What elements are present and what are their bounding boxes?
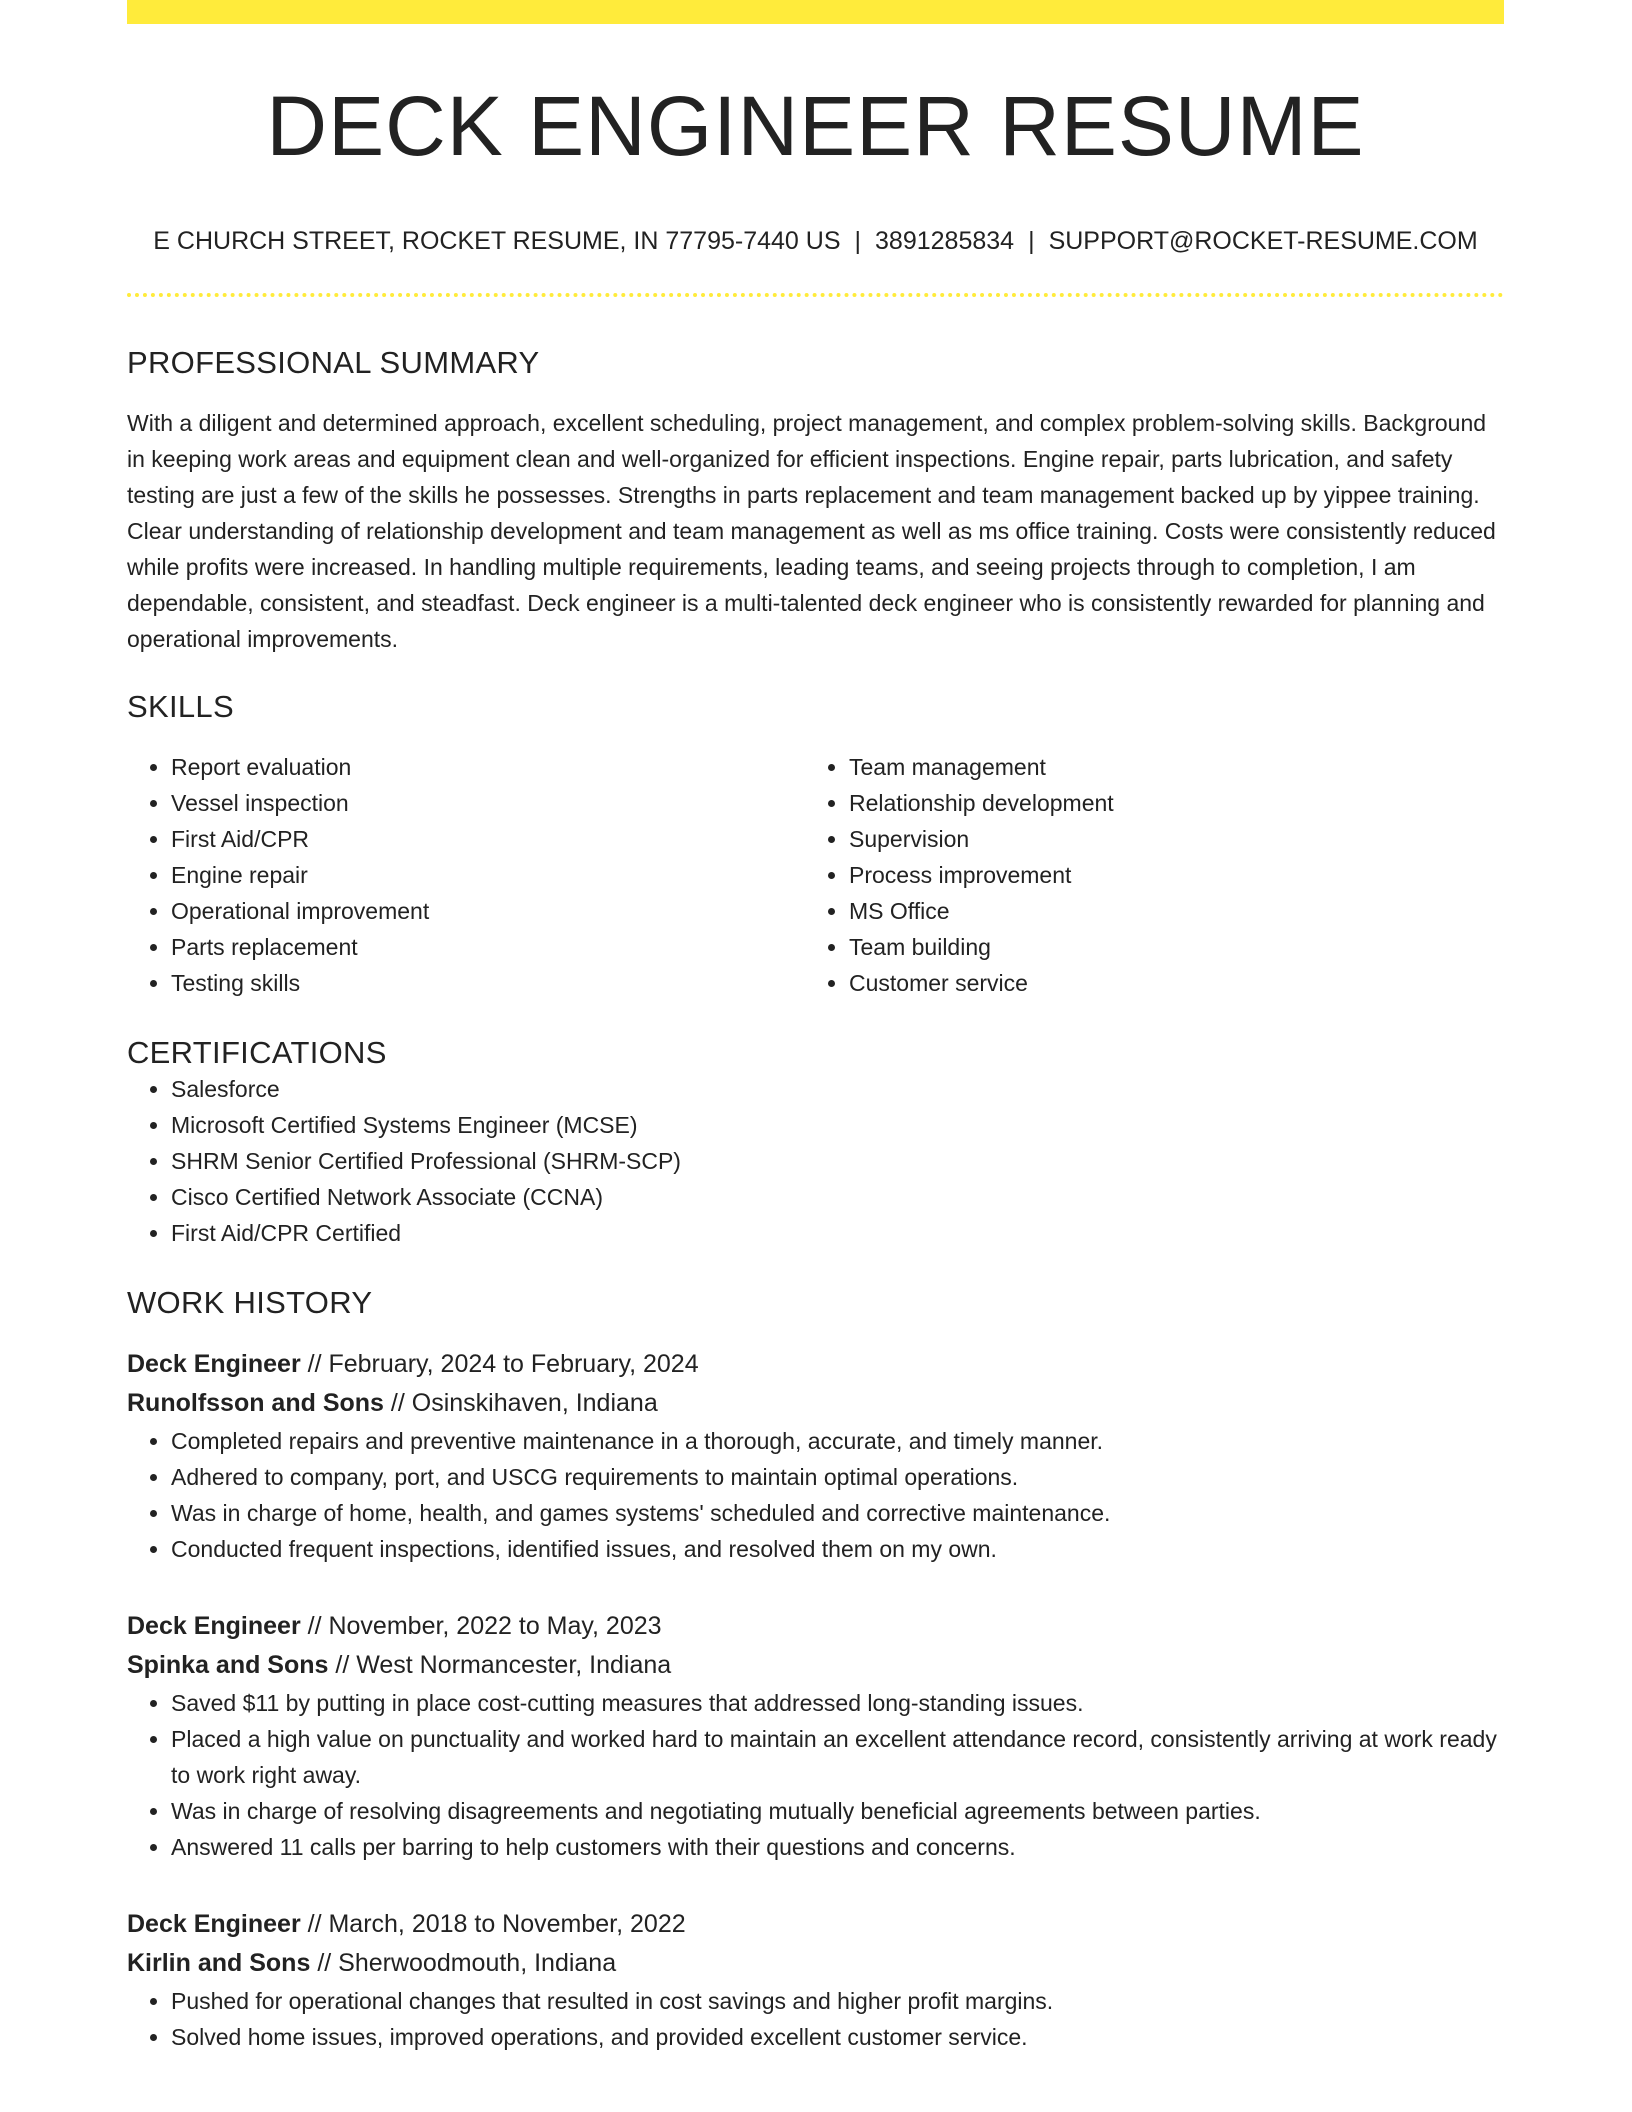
skill-item: • Relationship development bbox=[849, 785, 1483, 821]
skill-item: • First Aid/CPR bbox=[171, 821, 805, 857]
job-duty-item: • Pushed for operational changes that resulted in cost savings and higher profit margins. bbox=[171, 1983, 1504, 2019]
job-company: Runolfsson and Sons bbox=[127, 1389, 384, 1418]
job-company-line bbox=[127, 1384, 1504, 1423]
job-entry bbox=[127, 1607, 1504, 1865]
certification-item: • Salesforce bbox=[171, 1071, 1504, 1107]
job-duties-list bbox=[127, 1983, 1504, 2055]
job-duty-item: • Was in charge of resolving disagreements and negotiating mutually beneficial agreements between parties. bbox=[171, 1793, 1504, 1829]
skill-item: • Report evaluation bbox=[171, 749, 805, 785]
contact-phone: 3891285834 bbox=[875, 227, 1015, 256]
skill-item: • Team building bbox=[849, 929, 1483, 965]
job-duty-item: • Answered 11 calls per barring to help customers with their questions and concerns. bbox=[171, 1829, 1504, 1865]
job-duty-item: • Adhered to company, port, and USCG requirements to maintain optimal operations. bbox=[171, 1459, 1504, 1495]
certifications-heading: CERTIFICATIONS bbox=[127, 1035, 387, 1071]
job-title-line bbox=[127, 1607, 1504, 1646]
skills-list-right bbox=[805, 749, 1483, 1001]
skills-column-right bbox=[805, 749, 1483, 1001]
skills-heading: SKILLS bbox=[127, 689, 234, 725]
job-entry bbox=[127, 1905, 1504, 2055]
certifications-list bbox=[127, 1071, 1504, 1251]
skill-item: • Customer service bbox=[849, 965, 1483, 1001]
contact-email: SUPPORT@ROCKET-RESUME.COM bbox=[1048, 227, 1478, 256]
job-location: // Osinskihaven, Indiana bbox=[390, 1389, 658, 1418]
job-dates: // November, 2022 to May, 2023 bbox=[307, 1612, 662, 1641]
certification-item: • Cisco Certified Network Associate (CCNA) bbox=[171, 1179, 1504, 1215]
job-duties-list bbox=[127, 1423, 1504, 1567]
skill-item: • MS Office bbox=[849, 893, 1483, 929]
summary-text: With a diligent and determined approach, excellent scheduling, project management, and complex problem-solving skills. Background in keeping work areas and equipment clean and well-organized for efficient inspections. Engine repair, parts lubrication, and safety testing are just a few of the skills he possesses. Strengths in parts replacement and team management backed up by yippee training. Clear understanding of relationship development and team management as well as ms office training. Costs were consistently reduced while profits were increased. In handling multiple requirements, leading teams, and seeing projects through to completion, I am dependable, consistent, and steadfast. Deck engineer is a multi-talented deck engineer who is consistently rewarded for planning and operational improvements. bbox=[127, 410, 1496, 653]
certification-item: • Microsoft Certified Systems Engineer (MCSE) bbox=[171, 1107, 1504, 1143]
job-location: // West Normancester, Indiana bbox=[335, 1651, 672, 1680]
job-duty-item: • Saved $11 by putting in place cost-cutting measures that addressed long-standing issues. bbox=[171, 1685, 1504, 1721]
job-title: Deck Engineer bbox=[127, 1350, 301, 1379]
job-company-line bbox=[127, 1646, 1504, 1685]
job-company-line bbox=[127, 1944, 1504, 1983]
job-dates: // February, 2024 to February, 2024 bbox=[307, 1350, 699, 1379]
summary-heading: PROFESSIONAL SUMMARY bbox=[127, 345, 540, 381]
skill-item: • Testing skills bbox=[171, 965, 805, 1001]
job-title-line bbox=[127, 1905, 1504, 1944]
job-duties-list bbox=[127, 1685, 1504, 1865]
resume-title: DECK ENGINEER RESUME bbox=[266, 79, 1365, 173]
job-title-line bbox=[127, 1345, 1504, 1384]
contact-separator: | bbox=[854, 227, 862, 256]
job-location: // Sherwoodmouth, Indiana bbox=[317, 1949, 617, 1978]
contact-address: E CHURCH STREET, ROCKET RESUME, IN 77795-7440 US bbox=[153, 227, 841, 256]
skills-list-left bbox=[127, 749, 805, 1001]
skills-grid bbox=[127, 749, 1504, 1001]
skill-item: • Team management bbox=[849, 749, 1483, 785]
skill-item: • Vessel inspection bbox=[171, 785, 805, 821]
job-duty-item: • Conducted frequent inspections, identified issues, and resolved them on my own. bbox=[171, 1531, 1504, 1567]
skill-item: • Process improvement bbox=[849, 857, 1483, 893]
certification-item: • SHRM Senior Certified Professional (SHRM-SCP) bbox=[171, 1143, 1504, 1179]
certification-item: • First Aid/CPR Certified bbox=[171, 1215, 1504, 1251]
contact-separator: | bbox=[1028, 227, 1035, 256]
job-duty-item: • Completed repairs and preventive maintenance in a thorough, accurate, and timely manner. bbox=[171, 1423, 1504, 1459]
resume-page bbox=[127, 0, 1504, 2055]
skill-item: • Supervision bbox=[849, 821, 1483, 857]
contact-line bbox=[127, 226, 1504, 256]
header-divider bbox=[127, 293, 1504, 297]
job-company: Spinka and Sons bbox=[127, 1651, 329, 1680]
skills-column-left bbox=[127, 749, 805, 1001]
skill-item: • Engine repair bbox=[171, 857, 805, 893]
accent-top-bar bbox=[127, 0, 1504, 24]
job-title: Deck Engineer bbox=[127, 1612, 301, 1641]
job-duty-item: • Was in charge of home, health, and games systems' scheduled and corrective maintenance. bbox=[171, 1495, 1504, 1531]
job-entry bbox=[127, 1345, 1504, 1567]
skill-item: • Parts replacement bbox=[171, 929, 805, 965]
job-dates: // March, 2018 to November, 2022 bbox=[307, 1910, 686, 1939]
work-history-heading: WORK HISTORY bbox=[127, 1285, 373, 1321]
job-title: Deck Engineer bbox=[127, 1910, 301, 1939]
job-duty-item: • Solved home issues, improved operations, and provided excellent customer service. bbox=[171, 2019, 1504, 2055]
job-duty-item: • Placed a high value on punctuality and worked hard to maintain an excellent attendance record, consistently arriving at work ready to work right away. bbox=[171, 1721, 1504, 1793]
skill-item: • Operational improvement bbox=[171, 893, 805, 929]
job-company: Kirlin and Sons bbox=[127, 1949, 311, 1978]
